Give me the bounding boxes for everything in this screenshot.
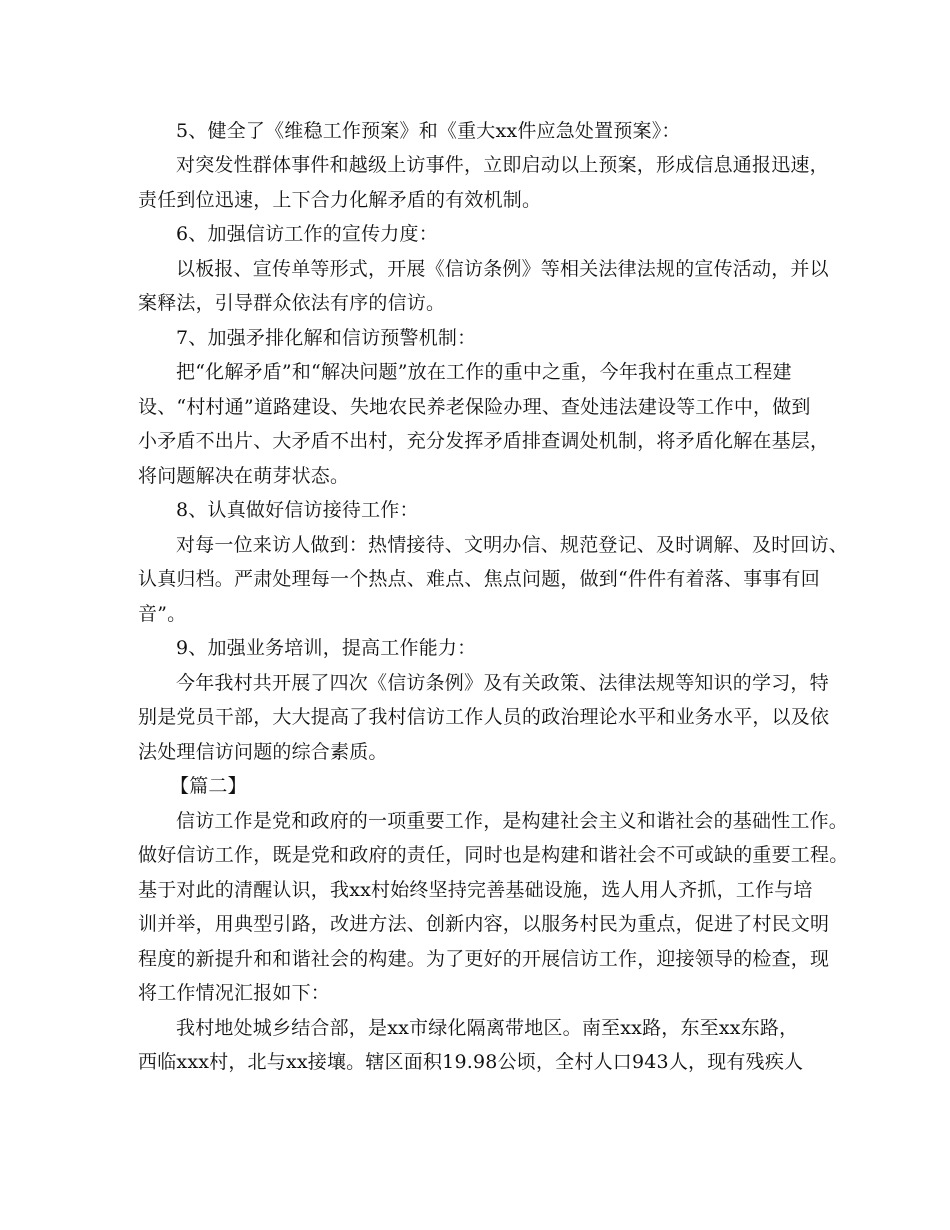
paragraph-line: 做好信访工作，既是党和政府的责任，同时也是构建和谐社会不可或缺的重要工程。 — [138, 844, 849, 866]
heading-item-9: 9、加强业务培训，提高工作能力： — [176, 637, 477, 659]
paragraph-line: 对每一位来访人做到：热情接待、文明办信、规范登记、及时调解、及时回访、 — [176, 534, 849, 556]
paragraph-line: 法处理信访问题的综合素质。 — [138, 741, 388, 763]
paragraph-line: 别是党员干部，大大提高了我村信访工作人员的政治理论水平和业务水平，以及依 — [138, 706, 830, 728]
paragraph-line: 以板报、宣传单等形式，开展《信访条例》等相关法律法规的宣传活动，并以 — [176, 258, 829, 280]
paragraph-line: 今年我村共开展了四次《信访条例》及有关政策、法律法规等知识的学习，特 — [176, 672, 829, 694]
paragraph-line: 设、“村村通”道路建设、失地农民养老保险办理、查处违法建设等工作中，做到 — [138, 396, 811, 418]
heading-item-6: 6、加强信访工作的宣传力度： — [176, 223, 438, 245]
paragraph-line: 基于对此的清醒认识，我xx村始终坚持完善基础设施，选人用人齐抓，工作与培 — [138, 879, 813, 901]
paragraph-line: 认真归档。严肃处理每一个热点、难点、焦点问题，做到“件件有着落、事事有回 — [138, 568, 820, 590]
paragraph-line: 音”。 — [138, 603, 187, 625]
paragraph-line: 对突发性群体事件和越级上访事件，立即启动以上预案，形成信息通报迅速， — [176, 154, 829, 176]
heading-item-8: 8、认真做好信访接待工作： — [176, 499, 419, 521]
paragraph-line: 西临xxx村，北与xx接壤。辖区面积19.98公顷，全村人口943人，现有残疾人 — [138, 1051, 804, 1073]
paragraph-line: 信访工作是党和政府的一项重要工作，是构建社会主义和谐社会的基础性工作。 — [176, 810, 849, 832]
paragraph-line: 小矛盾不出片、大矛盾不出村，充分发挥矛盾排查调处机制，将矛盾化解在基层， — [138, 430, 830, 452]
paragraph-line: 训并举，用典型引路，改进方法、创新内容，以服务村民为重点，促进了村民文明 — [138, 913, 830, 935]
section-heading: 【篇二】 — [170, 775, 247, 797]
paragraph-line: 把“化解矛盾”和“解决问题”放在工作的重中之重，今年我村在重点工程建 — [176, 361, 792, 383]
paragraph-line: 将问题解决在萌芽状态。 — [138, 465, 350, 487]
paragraph-line: 程度的新提升和和谐社会的构建。为了更好的开展信访工作，迎接领导的检查，现 — [138, 948, 830, 970]
paragraph-line: 我村地处城乡结合部，是xx市绿化隔离带地区。南至xx路，东至xx东路， — [176, 1017, 799, 1039]
paragraph-line: 将工作情况汇报如下： — [138, 982, 331, 1004]
paragraph-line: 责任到位迅速，上下合力化解矛盾的有效机制。 — [138, 189, 542, 211]
heading-item-7: 7、加强矛排化解和信访预警机制： — [176, 327, 477, 349]
paragraph-line: 案释法，引导群众依法有序的信访。 — [138, 292, 446, 314]
heading-item-5: 5、健全了《维稳工作预案》和《重大xx件应急处置预案》： — [176, 120, 681, 142]
